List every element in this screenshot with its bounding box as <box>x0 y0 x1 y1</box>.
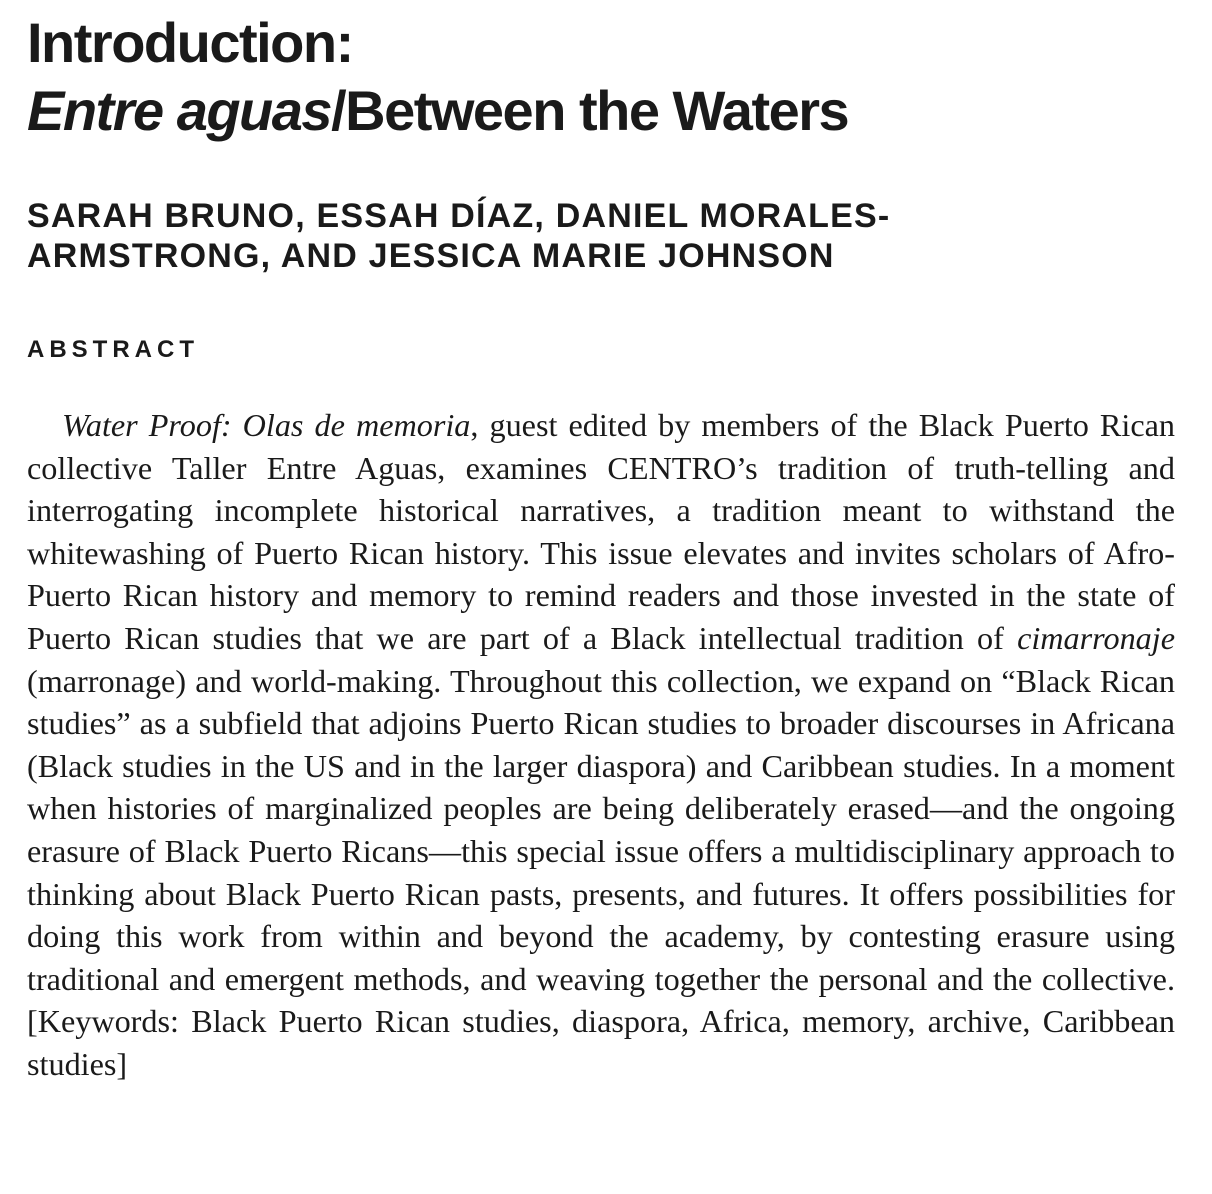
article-title <box>27 11 1175 158</box>
abstract-text <box>27 404 1175 1086</box>
article-page <box>27 11 1176 1086</box>
abstract-text-part-1: , guest edited by members of the Black Puerto Rican collective Taller Entre Aguas, examines CENTRO’s tradition of truth-telling and interrogating incomplete historical narratives, a tradition meant to withstand the whitewashing of Puerto Rican history. This issue elevates and invites scholars of Afro-Puerto Rican history and memory to remind readers and those invested in the state of Puerto Rican studies that we are part of a Black intellectual tradition of <box>27 407 1176 656</box>
title-rest-part: /Between the Waters <box>331 79 849 142</box>
abstract-text-part-2: (marronage) and world-making. Throughout this collection, we expand on “Black Rican studies” as a subfield that adjoins Puerto Rican studies to broader discourses in Africana (Black studies in the US and in the larger diaspora) and Caribbean studies. In a moment when histories of marginalized peoples are being deliberately erased—and the ongoing erasure of Black Puerto Ricans—this special issue offers a multidisciplinary approach to thinking about Black Puerto Rican pasts, presents, and futures. It offers possibilities for doing this work from within and beyond the academy, by contesting erasure using traditional and emergent methods, and weaving together the personal and the collective. [Keywords: Black Puerto Rican studies, diaspora, Africa, memory, archive, Caribbean studies] <box>27 662 1175 1082</box>
abstract-italic-term: cimarronaje <box>1017 619 1175 656</box>
title-line-1: Introduction: <box>27 11 353 74</box>
title-line-2 <box>27 79 1175 158</box>
author-list <box>27 196 1175 276</box>
authors-line-1: SARAH BRUNO, ESSAH DÍAZ, DANIEL MORALES- <box>27 197 891 235</box>
authors-line-2: ARMSTRONG, AND JESSICA MARIE JOHNSON <box>27 237 835 275</box>
abstract-italic-title: Water Proof: Olas de memoria <box>62 407 471 443</box>
abstract-heading: ABSTRACT <box>27 336 199 363</box>
title-italic-part: Entre aguas <box>27 79 332 142</box>
